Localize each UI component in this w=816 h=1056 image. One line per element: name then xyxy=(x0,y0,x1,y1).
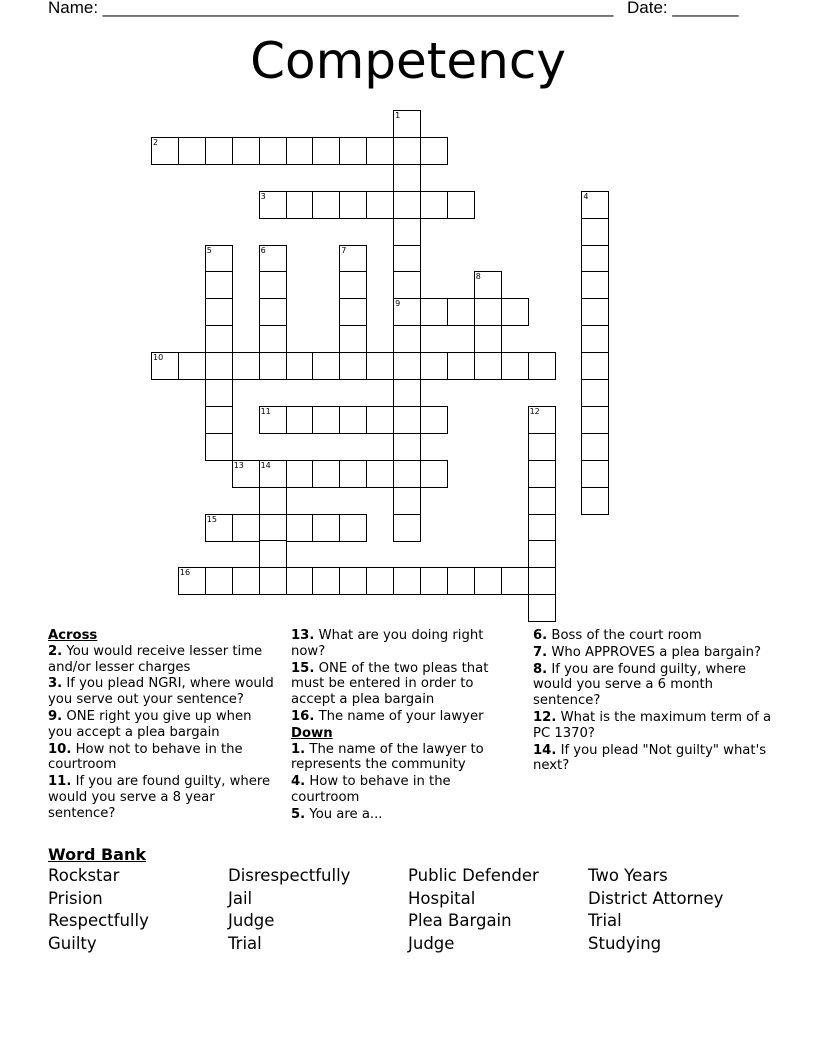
grid-cell[interactable] xyxy=(581,460,609,488)
clue-across-3: 3. If you plead NGRI, where would you serve out your sentence? xyxy=(48,676,274,708)
grid-cell[interactable] xyxy=(393,110,421,138)
grid-cell[interactable] xyxy=(286,137,314,165)
grid-cell[interactable] xyxy=(420,460,448,488)
grid-cell[interactable] xyxy=(393,460,421,488)
grid-cell[interactable] xyxy=(286,191,314,219)
grid-cell[interactable] xyxy=(393,406,421,434)
word-bank-item: Trial xyxy=(228,934,262,954)
grid-cell[interactable] xyxy=(312,352,340,380)
grid-cell[interactable] xyxy=(393,487,421,515)
grid-cell[interactable] xyxy=(339,514,367,542)
grid-cell[interactable] xyxy=(205,406,233,434)
grid-cell[interactable] xyxy=(366,191,394,219)
word-bank-item: Rockstar xyxy=(48,866,120,885)
grid-cell[interactable] xyxy=(259,460,287,488)
grid-cell[interactable] xyxy=(581,298,609,326)
grid-cell[interactable] xyxy=(528,406,556,434)
word-bank-item: Two Years xyxy=(588,866,668,885)
grid-cell[interactable] xyxy=(528,540,556,568)
grid-cell[interactable] xyxy=(259,406,287,434)
grid-cell[interactable] xyxy=(501,298,529,326)
grid-cell[interactable] xyxy=(259,325,287,353)
grid-cell[interactable] xyxy=(501,567,529,595)
grid-cell[interactable] xyxy=(420,352,448,380)
grid-cell[interactable] xyxy=(581,487,609,515)
grid-cell[interactable] xyxy=(259,298,287,326)
grid-cell[interactable] xyxy=(205,433,233,461)
grid-cell[interactable] xyxy=(205,298,233,326)
grid-cell[interactable] xyxy=(339,271,367,299)
grid-cell[interactable] xyxy=(312,137,340,165)
grid-cell[interactable] xyxy=(581,218,609,246)
grid-cell[interactable] xyxy=(393,514,421,542)
grid-cell[interactable] xyxy=(366,352,394,380)
clue-number: 1 xyxy=(395,111,401,120)
clue-number: 10 xyxy=(153,353,164,363)
grid-cell[interactable] xyxy=(339,460,367,488)
clue-number: 11 xyxy=(260,406,271,416)
word-bank-title: Word Bank xyxy=(48,845,147,864)
clue-number: 6 xyxy=(260,245,266,255)
date-field[interactable]: Date: _______ xyxy=(627,0,739,17)
grid-cell[interactable] xyxy=(312,567,340,595)
grid-cell[interactable] xyxy=(420,567,448,595)
grid-cell[interactable] xyxy=(286,406,314,434)
grid-cell[interactable] xyxy=(286,514,314,542)
grid-cell[interactable] xyxy=(528,487,556,515)
grid-cell[interactable] xyxy=(232,460,260,488)
grid-cell[interactable] xyxy=(259,137,287,165)
word-bank-item: Trial xyxy=(588,911,622,931)
grid-cell[interactable] xyxy=(259,352,287,380)
grid-cell[interactable] xyxy=(205,379,233,407)
clue-number: 3 xyxy=(260,191,266,201)
clue-number: 15 xyxy=(206,514,217,524)
word-bank-item: Studying xyxy=(588,934,662,954)
across-heading: Across xyxy=(48,628,98,643)
grid-cell[interactable] xyxy=(528,594,556,622)
clue-number: 13 xyxy=(233,460,244,470)
grid-cell[interactable] xyxy=(205,514,233,542)
grid-cell[interactable] xyxy=(420,406,448,434)
grid-cell[interactable] xyxy=(205,567,233,595)
grid-cell[interactable] xyxy=(393,325,421,353)
clue-across-13: 13. What are you doing right now? xyxy=(291,628,484,659)
clue-down-12: 12. What is the maximum term of a PC 1370? xyxy=(533,709,772,741)
grid-cell[interactable] xyxy=(339,245,367,273)
grid-cell[interactable] xyxy=(528,567,556,595)
grid-cell[interactable] xyxy=(259,271,287,299)
word-bank-item: Jail xyxy=(228,888,253,908)
clue-across-9: 9. ONE right you give up when you accept a plea bargain xyxy=(48,708,252,740)
grid-cell[interactable] xyxy=(205,352,233,380)
clue-number: 9 xyxy=(395,299,401,309)
clue-across-10: 10. How not to behave in the courtroom xyxy=(48,741,243,773)
clue-across-11: 11. If you are found guilty, where would you serve a 8 year sentence? xyxy=(48,774,271,821)
word-bank-item: Respectfully xyxy=(48,911,149,931)
grid-cell[interactable] xyxy=(366,460,394,488)
word-bank-item: Judge xyxy=(408,934,455,954)
grid-cell[interactable] xyxy=(232,567,260,595)
clue-down-7: 7. Who APPROVES a plea bargain? xyxy=(533,644,762,660)
grid-cell[interactable] xyxy=(259,487,287,515)
clue-across-16: 16. The name of your lawyer xyxy=(291,708,484,724)
clue-number: 12 xyxy=(529,406,540,416)
word-bank-item: Plea Bargain xyxy=(408,911,512,931)
grid-cell[interactable] xyxy=(339,325,367,353)
grid-cell[interactable] xyxy=(581,191,609,219)
grid-cell[interactable] xyxy=(581,271,609,299)
word-bank-item: Hospital xyxy=(408,888,476,908)
grid-cell[interactable] xyxy=(474,298,502,326)
clues-column-1 xyxy=(48,628,278,823)
grid-cell[interactable] xyxy=(393,352,421,380)
clue-down-8: 8. If you are found guilty, where would you serve a 6 month sentence? xyxy=(533,661,746,709)
grid-cell[interactable] xyxy=(581,379,609,407)
clue-number: 7 xyxy=(341,245,347,255)
grid-cell[interactable] xyxy=(178,137,206,165)
clue-number: 8 xyxy=(475,272,481,282)
grid-cell[interactable] xyxy=(393,191,421,219)
grid-cell[interactable] xyxy=(178,567,206,595)
grid-cell[interactable] xyxy=(205,271,233,299)
grid-cell[interactable] xyxy=(393,271,421,299)
grid-cell[interactable] xyxy=(474,352,502,380)
grid-cell[interactable] xyxy=(501,352,529,380)
grid-cell[interactable] xyxy=(339,191,367,219)
grid-cell[interactable] xyxy=(312,460,340,488)
grid-cell[interactable] xyxy=(286,460,314,488)
grid-cell[interactable] xyxy=(232,137,260,165)
grid-cell[interactable] xyxy=(581,245,609,273)
clue-down-6: 6. Boss of the court room xyxy=(533,628,702,643)
clue-across-15: 15. ONE of the two pleas that must be entered in order to accept a plea bargain xyxy=(291,660,489,708)
grid-cell[interactable] xyxy=(393,218,421,246)
grid-cell[interactable] xyxy=(286,567,314,595)
grid-cell[interactable] xyxy=(581,352,609,380)
grid-cell[interactable] xyxy=(366,567,394,595)
clue-across-2: 2. You would receive lesser time and/or lesser charges xyxy=(48,643,263,675)
word-bank-item: District Attorney xyxy=(588,888,724,908)
grid-cell[interactable] xyxy=(393,433,421,461)
grid-cell[interactable] xyxy=(205,245,233,273)
grid-cell[interactable] xyxy=(393,245,421,273)
clue-number: 4 xyxy=(583,191,589,201)
word-bank-item: Prision xyxy=(48,888,103,908)
grid-cell[interactable] xyxy=(393,379,421,407)
grid-cell[interactable] xyxy=(393,298,421,326)
grid-cell[interactable] xyxy=(232,514,260,542)
grid-cell[interactable] xyxy=(259,191,287,219)
grid-cell[interactable] xyxy=(259,245,287,273)
grid-cell[interactable] xyxy=(232,352,260,380)
grid-cell[interactable] xyxy=(528,460,556,488)
grid-cell[interactable] xyxy=(259,567,287,595)
grid-cell[interactable] xyxy=(581,406,609,434)
grid-cell[interactable] xyxy=(366,406,394,434)
grid-cell[interactable] xyxy=(447,191,475,219)
grid-cell[interactable] xyxy=(393,137,421,165)
clue-number: 14 xyxy=(260,460,271,470)
grid-cell[interactable] xyxy=(447,298,475,326)
clue-down-1: 1. The name of the lawyer to represents the community xyxy=(291,741,484,773)
grid-cell[interactable] xyxy=(581,433,609,461)
name-field[interactable]: Name: ______________________________________________________ xyxy=(48,0,614,17)
word-bank-item: Disrespectfully xyxy=(228,866,351,885)
grid-cell[interactable] xyxy=(205,137,233,165)
grid-cell[interactable] xyxy=(339,352,367,380)
grid-cell[interactable] xyxy=(528,433,556,461)
grid-cell[interactable] xyxy=(259,540,287,568)
grid-cell[interactable] xyxy=(528,352,556,380)
clues-column-2 xyxy=(291,628,513,824)
grid-cell[interactable] xyxy=(312,406,340,434)
grid-cell[interactable] xyxy=(366,137,394,165)
word-bank-item: Guilty xyxy=(48,934,97,954)
grid-cell[interactable] xyxy=(339,298,367,326)
word-bank-item: Judge xyxy=(228,911,275,931)
grid-cell[interactable] xyxy=(312,514,340,542)
grid-cell[interactable] xyxy=(339,567,367,595)
clue-number: 16 xyxy=(179,568,191,578)
grid-cell[interactable] xyxy=(420,298,448,326)
grid-cell[interactable] xyxy=(178,352,206,380)
grid-cell[interactable] xyxy=(151,137,179,165)
grid-cell[interactable] xyxy=(259,514,287,542)
clue-down-14: 14. If you plead "Not guilty" what's next? xyxy=(533,742,767,774)
down-heading: Down xyxy=(291,725,333,741)
grid-cell[interactable] xyxy=(393,164,421,192)
grid-cell[interactable] xyxy=(339,406,367,434)
clue-number: 2 xyxy=(153,137,159,147)
grid-cell[interactable] xyxy=(528,514,556,542)
clue-number: 5 xyxy=(206,245,212,255)
grid-cell[interactable] xyxy=(312,191,340,219)
clue-down-5: 5. You are a... xyxy=(291,806,383,822)
grid-cell[interactable] xyxy=(447,352,475,380)
grid-cell[interactable] xyxy=(339,137,367,165)
grid-cell[interactable] xyxy=(447,567,475,595)
grid-cell[interactable] xyxy=(420,137,448,165)
grid-cell[interactable] xyxy=(474,567,502,595)
grid-cell[interactable] xyxy=(205,325,233,353)
page-title: Competency xyxy=(250,32,566,90)
grid-cell[interactable] xyxy=(393,567,421,595)
clues-column-3 xyxy=(533,628,773,775)
grid-cell[interactable] xyxy=(286,352,314,380)
grid-cell[interactable] xyxy=(474,271,502,299)
word-bank-item: Public Defender xyxy=(408,866,539,885)
grid-cell[interactable] xyxy=(151,352,179,380)
clue-down-4: 4. How to behave in the courtroom xyxy=(291,774,451,805)
grid-cell[interactable] xyxy=(581,325,609,353)
grid-cell[interactable] xyxy=(420,191,448,219)
grid-cell[interactable] xyxy=(474,325,502,353)
